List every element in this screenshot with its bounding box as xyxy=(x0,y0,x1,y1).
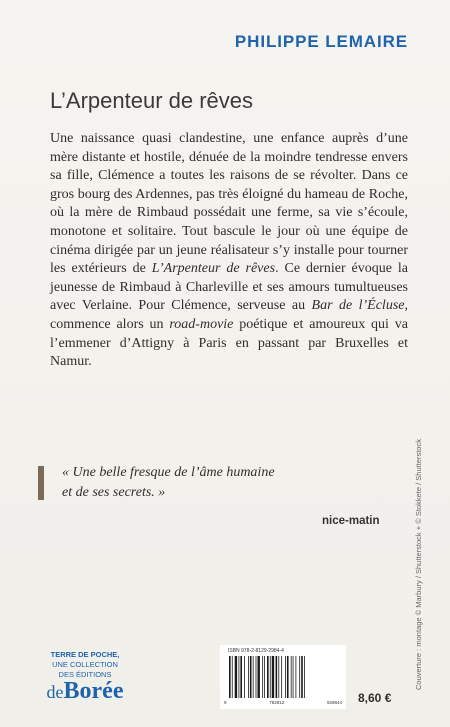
cover-credits: Couverture : montage © Marbury / Shutterstock + © Stokkete / Shutterstock xyxy=(414,439,423,690)
barcode-bar xyxy=(258,656,260,698)
summary-text-segment: poétique et amoureux qui va l’emmener d’Attigny à Paris en passant par Bruxelles et Namur. xyxy=(50,316,408,370)
barcode-bar xyxy=(229,656,231,698)
barcode-bars xyxy=(228,656,338,698)
barcode-bar xyxy=(278,656,279,698)
summary-italic-segment: Bar de l’Écluse xyxy=(311,298,405,314)
publisher-line-1: TERRE DE POCHE, xyxy=(50,650,120,659)
barcode-bar xyxy=(262,656,263,698)
barcode-bar xyxy=(248,656,249,698)
barcode-bar xyxy=(232,656,233,698)
barcode-bar xyxy=(267,656,269,698)
barcode-bar xyxy=(276,656,278,698)
publisher-logo xyxy=(40,678,130,704)
barcode-bar xyxy=(240,656,242,698)
barcode-bar xyxy=(272,656,274,698)
book-title: L’Arpenteur de rêves xyxy=(50,88,254,113)
publisher-block xyxy=(40,650,130,702)
quote-line-1: « Une belle fresque de l’âme humaine xyxy=(62,465,275,480)
book-summary xyxy=(50,130,408,372)
barcode-digit-group: 9 xyxy=(224,700,227,705)
barcode-bar xyxy=(296,656,297,698)
barcode-bar xyxy=(287,656,289,698)
quote-accent-bar xyxy=(38,466,44,500)
barcode-bar xyxy=(304,656,305,698)
barcode-bar xyxy=(301,656,303,698)
barcode-bar xyxy=(244,656,245,698)
summary-text-segment: . Ce dernier évoque la jeunesse de Rimbaud à Charleville et ses amours tumultueuses avec Verlaine. Pour Clémence, serveuse au xyxy=(50,261,408,314)
barcode-bar xyxy=(253,656,254,698)
publisher-line-3: DES ÉDITIONS xyxy=(58,670,112,679)
quote-source: nice-matin xyxy=(322,515,380,527)
summary-italic-segment: road-movie xyxy=(169,316,234,332)
publisher-logo-prefix: de xyxy=(46,682,64,702)
summary-italic-segment: L’Arpenteur de rêves xyxy=(151,261,276,277)
barcode-bar xyxy=(299,656,300,698)
barcode-bar xyxy=(256,656,257,698)
summary-text-segment: Une naissance quasi clandestine, une enfance auprès d’une mère distante et hostile, dénuée de la moindre tendresse envers sa fille, Clémence a toutes les raisons de se révolter. Dans ce gros bourg des Ardennes, pas très éloigné du hameau de Roche, où la mère de Rimbaud possédait une ferme, sa vie s’écoule, monotone et solitaire. Tout bascule le jour où une équipe de cinéma dirigée par un jeune réalisateur s’y installe pour tourner les extérieurs de xyxy=(50,131,408,277)
barcode-bar xyxy=(239,656,240,698)
barcode-digit-group: 782812 xyxy=(269,700,285,705)
barcode xyxy=(220,645,346,709)
barcode-bar xyxy=(285,656,286,698)
price: 8,60 € xyxy=(358,691,392,705)
publisher-line-2: UNE COLLECTION xyxy=(52,660,118,669)
barcode-bar xyxy=(281,656,282,698)
barcode-bar xyxy=(264,656,265,698)
author-name: PHILIPPE LEMAIRE xyxy=(234,32,408,51)
summary-text-segment: , commence alors un xyxy=(50,298,408,332)
barcode-bar xyxy=(293,656,294,698)
isbn-label: ISBN 978-2-8129-2984-4 xyxy=(228,648,284,654)
barcode-bar xyxy=(270,656,271,698)
barcode-bar xyxy=(250,656,252,698)
barcode-bar xyxy=(291,656,292,698)
barcode-bar xyxy=(235,656,237,698)
barcode-digit-group: 929844 xyxy=(326,700,342,705)
press-quote xyxy=(62,463,352,503)
quote-line-2: et de ses secrets. » xyxy=(62,485,166,500)
barcode-digits xyxy=(224,700,342,705)
publisher-logo-main: Borée xyxy=(63,678,124,704)
